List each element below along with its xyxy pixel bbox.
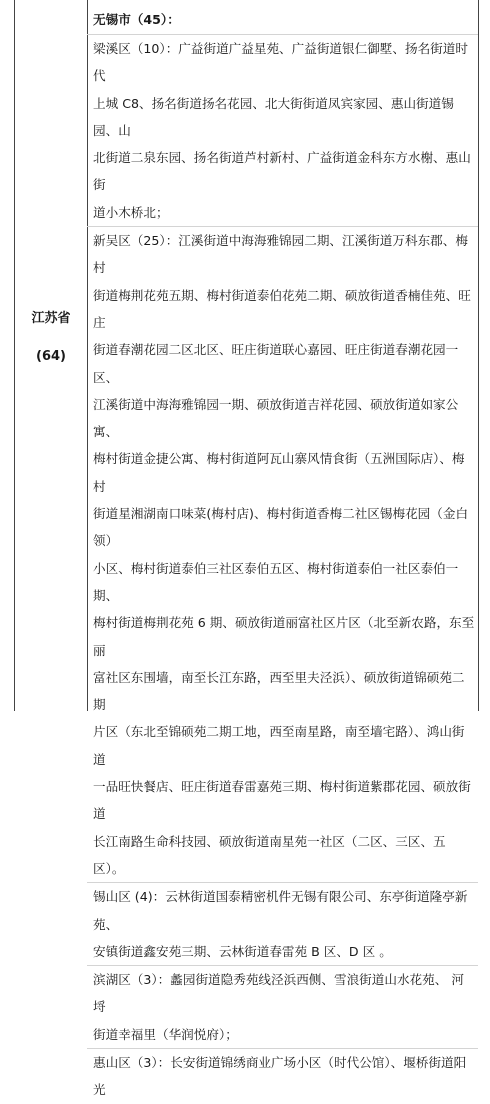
table-column-divider <box>87 0 88 711</box>
district-huishan <box>93 1049 476 1104</box>
province-name: 江苏省 <box>31 311 71 326</box>
district-line: 安镇街道鑫安苑三期、云林街道春雷苑 B 区、D 区 。 <box>93 943 392 959</box>
district-line: 街道春潮花园二区北区、旺庄街道联心嘉园、旺庄街道春潮花园一区、 <box>93 342 459 385</box>
region-list-cell <box>93 6 476 1104</box>
city-header: 无锡市（45）： <box>93 12 180 27</box>
district-line: 北街道二泉东园、扬名街道芦村新村、广益街道金科东方水榭、惠山街 <box>93 150 471 193</box>
district-line: 街道星湘湖南口味菜(梅村店)、梅村街道香梅二社区锡梅花园（金白领） <box>93 506 469 549</box>
district-binhu <box>93 966 476 1048</box>
district-line: 上城 C8、扬名街道扬名花园、北大街街道凤宾家园、惠山街道锡园、山 <box>93 95 454 138</box>
district-line: 片区（东北至锦硕苑二期工地，西至南星路，南至墙宅路）、鸿山街道 <box>93 724 465 767</box>
district-line: 梅村街道梅荆花苑 6 期、硕放街道丽富社区片区（北至新农路，东至丽 <box>93 615 475 658</box>
district-line: 滨湖区（3）：蠡园街道隐秀苑线泾浜西侧、雪浪街道山水花苑、 河埒 <box>93 972 464 1015</box>
district-line: 道小木桥北； <box>93 204 169 220</box>
district-line: 江溪街道中海海雅锦园一期、硕放街道吉祥花园、硕放街道如家公寓、 <box>93 396 459 440</box>
district-line: 梅村街道金捷公寓、梅村街道阿瓦山寨风情食街（五洲国际店）、梅村 <box>93 451 465 494</box>
province-count: (64) <box>36 349 66 364</box>
table-right-border <box>478 0 479 711</box>
district-line: 惠山区（3）：长安街道锦绣商业广场小区（时代公馆）、堰桥街道阳光 <box>93 1054 467 1098</box>
district-line: 小区、梅村街道泰伯三社区泰伯五区、梅村街道泰伯一社区泰伯一期、 <box>93 560 459 603</box>
district-line: 富社区东围墙，南至长江东路，西至里夫泾浜）、硕放街道锦硕苑二期 <box>93 669 465 713</box>
district-xishan <box>93 883 476 965</box>
district-xinwu <box>93 227 476 882</box>
district-line: 街道梅荆花苑五期、梅村街道泰伯花苑二期、硕放街道香楠佳苑、旺庄 <box>93 287 471 330</box>
district-line: 梁溪区（10）：广益街道广益星苑、广益街道银仁御墅、扬名街道时代 <box>93 41 468 84</box>
district-line: 长江南路生命科技园、硕放街道南星苑一社区（二区、三区、五区）。 <box>93 833 446 876</box>
district-line: 街道幸福里（华润悦府）； <box>93 1026 238 1042</box>
district-line: 新吴区（25）：江溪街道中海海雅锦园二期、江溪街道万科东郡、梅村 <box>93 233 468 276</box>
province-cell <box>15 300 87 376</box>
district-liangxi <box>93 35 476 226</box>
district-line: 一品旺快餐店、旺庄街道春雷嘉苑三期、梅村街道紫郡花园、硕放街道 <box>93 779 471 822</box>
district-line: 锡山区 (4)：云林街道国泰精密机件无锡有限公司、东亭街道隆亭新苑、 <box>93 889 468 932</box>
